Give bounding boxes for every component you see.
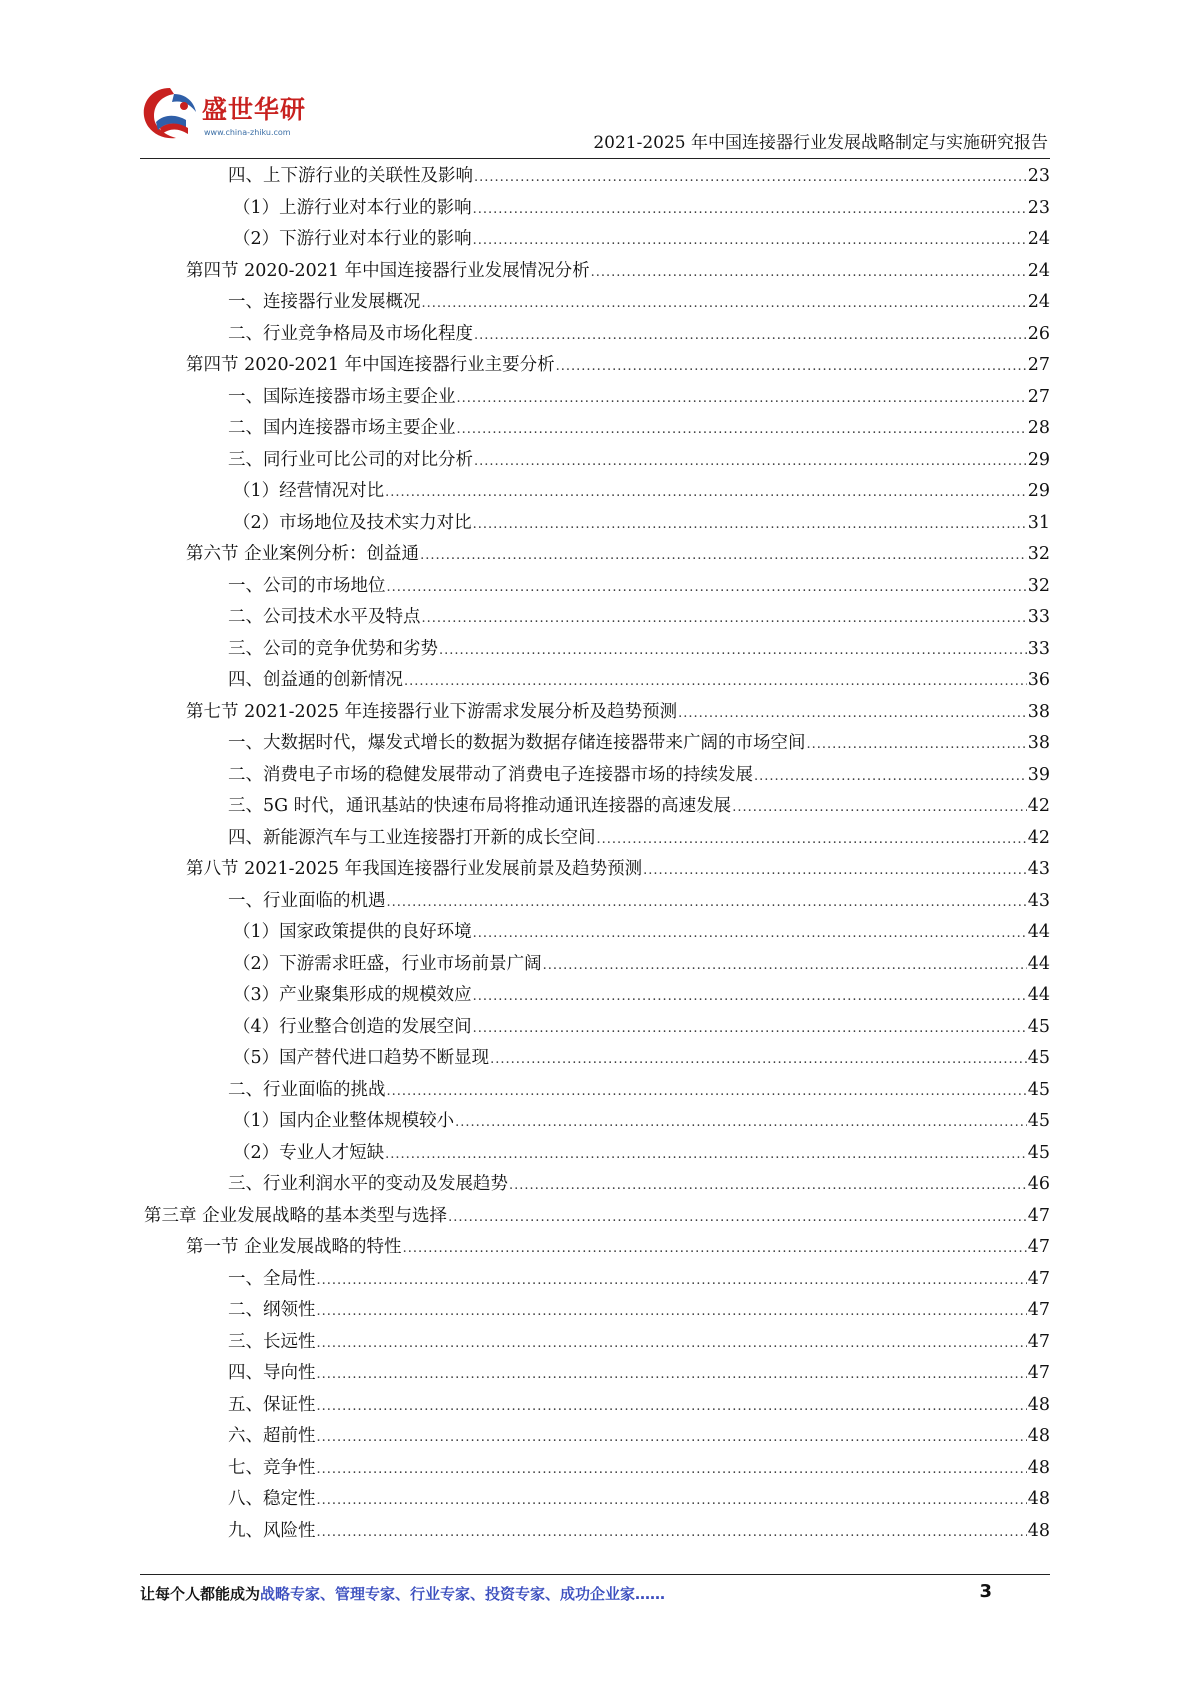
toc-entry-title: （1）上游行业对本行业的影响 [233, 197, 472, 218]
toc-entry-page: 47 [1027, 1363, 1050, 1383]
toc-dot-leader [385, 1139, 1027, 1171]
toc-entry-page: 32 [1027, 544, 1050, 564]
toc-dot-leader [317, 1328, 1027, 1360]
toc-entry[interactable] [140, 571, 1050, 603]
toc-dot-leader [754, 761, 1027, 793]
toc-entry-title: 二、消费电子市场的稳健发展带动了消费电子连接器市场的持续发展 [228, 764, 753, 785]
toc-entry-page: 23 [1027, 197, 1050, 218]
toc-dot-leader [474, 320, 1027, 352]
toc-dot-leader [404, 666, 1027, 698]
toc-entry[interactable] [140, 634, 1050, 666]
toc-entry-page: 43 [1027, 859, 1050, 879]
toc-dot-leader [509, 1170, 1027, 1202]
toc-entry-page: 46 [1027, 1174, 1050, 1194]
toc-entry[interactable] [140, 1453, 1050, 1485]
table-of-contents [140, 161, 1050, 1547]
toc-dot-leader [473, 509, 1027, 541]
toc-entry-page: 47 [1027, 1205, 1050, 1226]
toc-entry-page: 47 [1027, 1268, 1050, 1289]
toc-entry-title: 一、国际连接器市场主要企业 [228, 386, 456, 407]
toc-entry-page: 36 [1027, 670, 1050, 690]
toc-dot-leader [387, 572, 1027, 604]
toc-entry[interactable] [140, 508, 1050, 540]
toc-entry[interactable] [140, 728, 1050, 760]
toc-entry-page: 26 [1027, 323, 1050, 344]
header-divider [140, 158, 1050, 159]
toc-entry-title: 第八节 2021-2025 年我国连接器行业发展前景及趋势预测 [186, 859, 643, 879]
toc-entry[interactable] [140, 1232, 1050, 1264]
toc-entry-page: 24 [1027, 260, 1050, 281]
toc-entry-title: （1）国家政策提供的良好环境 [233, 922, 472, 942]
toc-entry-page: 38 [1027, 701, 1050, 722]
toc-entry-page: 48 [1027, 1489, 1050, 1509]
logo-url: www.china-zhiku.com [204, 128, 291, 137]
toc-entry[interactable] [140, 445, 1050, 477]
toc-dot-leader [317, 1454, 1027, 1486]
toc-entry-page: 45 [1027, 1016, 1050, 1037]
page-number: 3 [979, 1581, 992, 1602]
toc-dot-leader [448, 1202, 1027, 1234]
toc-entry-title: （2）下游行业对本行业的影响 [233, 229, 472, 249]
toc-entry[interactable] [140, 193, 1050, 225]
toc-entry-page: 39 [1027, 764, 1050, 785]
footer-slogan-highlight: 战略专家、管理专家、行业专家、投资专家、成功企业家…… [260, 1585, 666, 1603]
toc-dot-leader [556, 351, 1027, 383]
toc-entry[interactable] [140, 1421, 1050, 1453]
toc-entry-title: 一、全局性 [228, 1268, 316, 1289]
toc-entry-title: 四、新能源汽车与工业连接器打开新的成长空间 [228, 827, 596, 848]
toc-entry[interactable] [140, 1106, 1050, 1138]
toc-dot-leader [678, 698, 1027, 730]
toc-entry-title: 第七节 2021-2025 年连接器行业下游需求发展分析及趋势预测 [186, 701, 678, 722]
toc-entry-page: 43 [1027, 890, 1050, 911]
toc-entry-page: 29 [1027, 449, 1050, 470]
toc-entry-title: 三、长远性 [228, 1331, 316, 1352]
toc-entry-page: 45 [1027, 1048, 1050, 1068]
toc-entry-title: 六、超前性 [228, 1426, 316, 1446]
toc-entry-page: 45 [1027, 1142, 1050, 1163]
toc-entry[interactable] [140, 1075, 1050, 1107]
toc-entry[interactable] [140, 886, 1050, 918]
company-logo [140, 84, 340, 154]
toc-dot-leader [317, 1485, 1027, 1517]
toc-entry-title: 一、公司的市场地位 [228, 575, 386, 596]
toc-entry[interactable] [140, 697, 1050, 729]
toc-dot-leader [403, 1233, 1027, 1265]
toc-dot-leader [317, 1265, 1027, 1297]
toc-dot-leader [474, 446, 1027, 478]
toc-entry-page: 48 [1027, 1426, 1050, 1446]
toc-entry[interactable] [140, 1358, 1050, 1390]
toc-entry-title: 第六节 企业案例分析：创益通 [186, 544, 420, 564]
toc-entry-page: 47 [1027, 1331, 1050, 1352]
toc-entry-title: 二、纲领性 [228, 1300, 316, 1320]
toc-entry-title: 四、上下游行业的关联性及影响 [228, 166, 473, 186]
toc-entry-page: 27 [1027, 386, 1050, 407]
toc-dot-leader [317, 1296, 1027, 1328]
toc-entry[interactable] [140, 791, 1050, 823]
toc-entry-page: 48 [1027, 1520, 1050, 1541]
toc-dot-leader [387, 1076, 1027, 1108]
toc-entry-page: 24 [1027, 292, 1050, 312]
toc-dot-leader [422, 603, 1027, 635]
toc-dot-leader [457, 383, 1027, 415]
toc-dot-leader [455, 1107, 1027, 1139]
toc-dot-leader [317, 1422, 1027, 1454]
toc-entry-page: 44 [1027, 953, 1050, 974]
toc-entry[interactable] [140, 1484, 1050, 1516]
toc-entry[interactable] [140, 1201, 1050, 1233]
toc-dot-leader [591, 257, 1027, 289]
toc-entry[interactable] [140, 382, 1050, 414]
toc-entry-title: 七、竞争性 [228, 1457, 316, 1478]
toc-entry-title: （2）专业人才短缺 [233, 1142, 385, 1163]
page-header [140, 78, 1050, 160]
toc-dot-leader [387, 887, 1027, 919]
toc-entry-title: 五、保证性 [228, 1394, 316, 1415]
toc-entry-title: 四、导向性 [228, 1363, 316, 1383]
toc-dot-leader [420, 540, 1027, 572]
toc-entry[interactable] [140, 1169, 1050, 1201]
footer-slogan-prefix: 让每个人都能成为 [140, 1585, 261, 1603]
toc-entry[interactable] [140, 1295, 1050, 1327]
toc-entry-title: 三、5G 时代，通讯基站的快速布局将推动通讯连接器的高速发展 [228, 796, 732, 816]
toc-dot-leader [457, 414, 1027, 446]
toc-entry[interactable] [140, 949, 1050, 981]
toc-entry-title: （4）行业整合创造的发展空间 [233, 1016, 472, 1037]
toc-entry-title: 三、行业利润水平的变动及发展趋势 [228, 1174, 508, 1194]
toc-entry-title: 三、同行业可比公司的对比分析 [228, 449, 473, 470]
toc-dot-leader [385, 477, 1027, 509]
toc-entry[interactable] [140, 1264, 1050, 1296]
toc-entry[interactable] [140, 476, 1050, 508]
toc-entry[interactable] [140, 1043, 1050, 1075]
toc-entry[interactable] [140, 665, 1050, 697]
toc-entry[interactable] [140, 413, 1050, 445]
toc-entry-page: 32 [1027, 575, 1050, 596]
toc-entry[interactable] [140, 350, 1050, 382]
toc-entry-page: 48 [1027, 1394, 1050, 1415]
toc-entry[interactable] [140, 319, 1050, 351]
toc-dot-leader [317, 1391, 1027, 1423]
toc-entry-title: 第四节 2020-2021 年中国连接器行业发展情况分析 [186, 260, 590, 281]
toc-dot-leader [490, 1044, 1027, 1076]
toc-entry-page: 33 [1027, 607, 1050, 627]
toc-entry-page: 47 [1027, 1237, 1050, 1257]
toc-dot-leader [473, 1013, 1027, 1045]
toc-dot-leader [732, 792, 1027, 824]
toc-entry-title: （1）国内企业整体规模较小 [233, 1111, 455, 1131]
toc-entry-page: 42 [1027, 827, 1050, 848]
toc-entry-title: （3）产业聚集形成的规模效应 [233, 985, 472, 1005]
toc-entry-page: 23 [1027, 166, 1050, 186]
logo-swoosh-icon [140, 84, 202, 146]
toc-entry-page: 38 [1027, 733, 1050, 753]
toc-entry[interactable] [140, 854, 1050, 886]
toc-entry-title: 二、行业竞争格局及市场化程度 [228, 323, 473, 344]
toc-entry-title: （1）经营情况对比 [233, 481, 385, 501]
page-footer [140, 1583, 1050, 1613]
toc-entry[interactable] [140, 917, 1050, 949]
toc-dot-leader [474, 162, 1027, 194]
toc-dot-leader [473, 918, 1027, 950]
toc-dot-leader [473, 194, 1027, 226]
toc-entry-title: 四、创益通的创新情况 [228, 670, 403, 690]
toc-entry-title: 一、行业面临的机遇 [228, 890, 386, 911]
toc-entry-page: 42 [1027, 796, 1050, 816]
toc-dot-leader [597, 824, 1027, 856]
footer-divider [140, 1574, 1050, 1575]
toc-entry[interactable] [140, 1390, 1050, 1422]
toc-entry[interactable] [140, 980, 1050, 1012]
toc-entry-page: 44 [1027, 922, 1050, 942]
toc-entry-title: （2）下游需求旺盛，行业市场前景广阔 [233, 953, 542, 974]
toc-dot-leader [543, 950, 1027, 982]
toc-entry-page: 45 [1027, 1079, 1050, 1100]
toc-entry-page: 29 [1027, 481, 1050, 501]
toc-dot-leader [422, 288, 1027, 320]
toc-entry-page: 28 [1027, 418, 1050, 438]
toc-entry[interactable] [140, 823, 1050, 855]
toc-entry[interactable] [140, 287, 1050, 319]
toc-entry-title: 三、公司的竞争优势和劣势 [228, 638, 438, 659]
toc-dot-leader [317, 1359, 1027, 1391]
toc-dot-leader [439, 635, 1027, 667]
toc-entry-title: 一、连接器行业发展概况 [228, 292, 421, 312]
toc-entry-title: 第三章 企业发展战略的基本类型与选择 [144, 1205, 448, 1226]
toc-entry-page: 47 [1027, 1300, 1050, 1320]
toc-entry-title: 二、行业面临的挑战 [228, 1079, 386, 1100]
toc-dot-leader [473, 225, 1027, 257]
toc-entry[interactable] [140, 256, 1050, 288]
toc-entry-title: 八、稳定性 [228, 1489, 316, 1509]
toc-dot-leader [643, 855, 1027, 887]
toc-dot-leader [807, 729, 1027, 761]
toc-entry-page: 27 [1027, 355, 1050, 375]
toc-entry-page: 33 [1027, 638, 1050, 659]
toc-dot-leader [473, 981, 1027, 1013]
report-title: 2021-2025 年中国连接器行业发展战略制定与实施研究报告 [593, 133, 1048, 153]
toc-entry-title: 二、国内连接器市场主要企业 [228, 418, 456, 438]
toc-entry-title: （2）市场地位及技术实力对比 [233, 512, 472, 533]
toc-entry-page: 45 [1027, 1111, 1050, 1131]
toc-dot-leader [317, 1517, 1027, 1549]
toc-entry-title: 第一节 企业发展战略的特性 [186, 1237, 402, 1257]
toc-entry[interactable] [140, 1327, 1050, 1359]
toc-entry-page: 48 [1027, 1457, 1050, 1478]
toc-entry-page: 31 [1027, 512, 1050, 533]
toc-entry-page: 44 [1027, 985, 1050, 1005]
toc-entry[interactable] [140, 539, 1050, 571]
toc-entry[interactable] [140, 161, 1050, 193]
toc-entry-page: 24 [1027, 229, 1050, 249]
toc-entry-title: （5）国产替代进口趋势不断显现 [233, 1048, 490, 1068]
toc-entry-title: 二、公司技术水平及特点 [228, 607, 421, 627]
toc-entry[interactable] [140, 1516, 1050, 1548]
toc-entry[interactable] [140, 1012, 1050, 1044]
logo-name: 盛世华研 [202, 95, 307, 124]
toc-entry-title: 九、风险性 [228, 1520, 316, 1541]
toc-entry-title: 一、大数据时代，爆发式增长的数据为数据存储连接器带来广阔的市场空间 [228, 733, 806, 753]
toc-entry[interactable] [140, 1138, 1050, 1170]
toc-entry-title: 第四节 2020-2021 年中国连接器行业主要分析 [186, 355, 555, 375]
toc-entry[interactable] [140, 224, 1050, 256]
toc-entry[interactable] [140, 602, 1050, 634]
toc-entry[interactable] [140, 760, 1050, 792]
